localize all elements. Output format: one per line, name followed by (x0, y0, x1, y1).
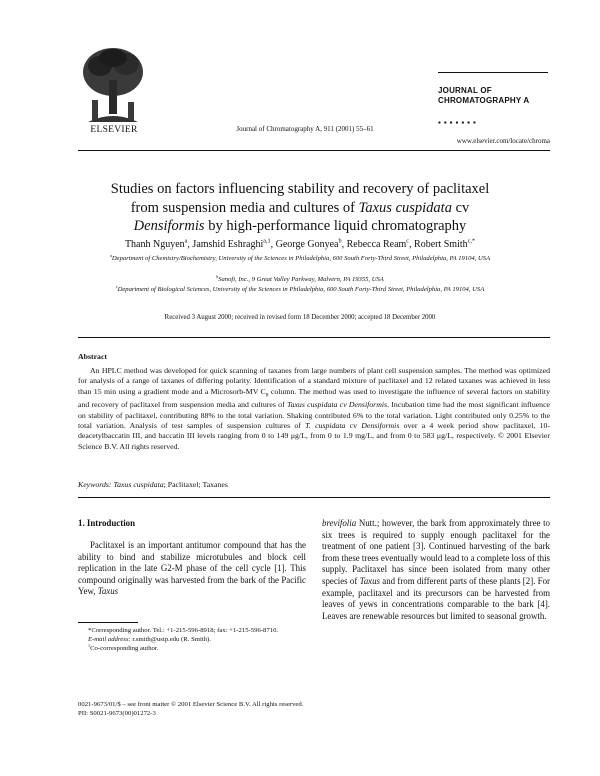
genus-name: Taxus (359, 575, 380, 586)
abstract-species: Taxus cuspidata cv Densiformis (286, 400, 388, 410)
article-identifiers (78, 700, 378, 718)
email-label: E-mail address: (88, 636, 131, 643)
affiliation-a (70, 254, 530, 264)
journal-logo-line1: JOURNAL OF (438, 86, 492, 95)
abstract-cultivar: Densiformis (361, 421, 400, 431)
abstract-body (78, 366, 550, 452)
author: Thanh Nguyen (124, 239, 185, 250)
keywords-label: Keywords: (78, 480, 112, 489)
abstract-species: T. cuspidata (305, 421, 346, 431)
journal-logo-rule (438, 72, 548, 73)
title-species: Taxus cuspidata (358, 199, 452, 216)
affiliation-sup: c (115, 283, 118, 289)
affiliation-sup: a (109, 252, 112, 258)
affiliation-c (70, 285, 530, 295)
abstract-subscript: 8 (265, 392, 269, 399)
author: George Gonyea (275, 239, 339, 250)
left-column (78, 540, 306, 598)
footnote-text: Co-corresponding author. (90, 645, 159, 652)
journal-reference: Journal of Chromatography A, 911 (2001) 55–61 (236, 125, 374, 133)
received-dates: Received 3 August 2000; received in revised form 18 December 2000; accepted 18 December 2000 (164, 314, 436, 321)
author: Robert Smith (414, 239, 468, 250)
pii-line: PII: S0021-9673(00)01272-3 (78, 710, 156, 717)
journal-logo (438, 86, 548, 106)
abstract-text: over a 4 week period show paclitaxel, 10-deacetylbaccatin III, and baccatin III levels ranging from 0 to 149 μg/L, from 0 to 1.9 mg/L, and from 0 to 583 μg/L, respectively. © 2001 Elsevier Science B.V. All rights reserved. (78, 421, 550, 451)
affiliation-sup: b (216, 273, 219, 279)
abstract-text: column. The method was used to investigate the influence of several factors on stability and recovery of paclitaxel from suspension media and cultures of (78, 386, 550, 410)
email-address[interactable]: r.smith@usip.edu (R. Smith). (130, 636, 211, 643)
publisher-name: ELSEVIER (90, 125, 138, 135)
abstract-heading: Abstract (78, 352, 108, 361)
author-sup: c,* (467, 237, 476, 245)
species-name: brevifolia (322, 518, 357, 528)
paragraph-text: Nutt.; however, the bark from approximately three to six trees is required to supply enough paclitaxel for the treatment of one patient [3]. Continued harvesting of the bark from these trees eventually would lead to a complete loss of this supply. Paclitaxel has since been isolated from many other species of (322, 518, 550, 586)
author-sup: b (338, 237, 342, 245)
footnotes (78, 626, 306, 653)
journal-logo-dots: ▪▪▪▪▪▪▪ (438, 118, 479, 127)
title-cultivar: Densiformis (133, 218, 205, 234)
title-text: by high-performance liquid chromatography (204, 218, 467, 234)
genus-name: Taxus (97, 586, 119, 597)
issn-line: 0021-9673/01/$ – see front matter © 2001 Elsevier Science B.V. All rights reserved. (78, 701, 304, 708)
footnote-email (78, 635, 306, 644)
intro-paragraph-continued (322, 518, 550, 622)
abstract-text: cv (345, 421, 362, 431)
affiliation-text: Sanofi, Inc., 9 Great Valley Parkway, Malvern, PA 19355, USA (218, 276, 384, 283)
footnote-co-corresponding (78, 644, 306, 653)
footnote-rule (78, 622, 138, 623)
author-sup: a (184, 237, 188, 245)
affiliation-text: Department of Chemistry/Biochemistry, University of the Sciences in Philadelphia, 600 South Forty-Third Street, Philadelphia, PA 19104, USA (111, 255, 491, 262)
author-list: Thanh Nguyen$^a$, Jamshid Eshraghi$^{a,1}$, George Gonyea$^b$, Rebecca Ream$^c$, Robert Smith$^{c,*}$ (124, 237, 476, 250)
section-heading-introduction: 1. Introduction (78, 518, 136, 528)
title-text: Studies on factors influencing stability and recovery of paclitaxel from suspension media and cultures of (110, 181, 490, 216)
keyword-species: Taxus cuspidata (113, 480, 164, 489)
footnote-corresponding: *Corresponding author. Tel.: +1-215-596-8918; fax: +1-215-596-8710. (88, 627, 279, 634)
author-sup: c (406, 237, 410, 245)
keywords (78, 480, 550, 489)
title-text: cv (451, 199, 470, 216)
abstract-text: . Incubation time had the most significant influence on stability of paclitaxel, contributing 88% to the total variation. Shaking contributed 6% to the total variation. Light contributed only 0.25% to the total variation. Analysis of test samples of suspension cultures of (78, 400, 551, 431)
article-title (95, 180, 505, 236)
paragraph-text: Paclitaxel is an important antitumor compound that has the ability to bind and stabilize microtubules and block cell replication in the late G2-M phase of the cell cycle [1]. This compound originally was harvested from the bark of the Pacific Yew, (78, 540, 306, 597)
paragraph-text: and from different parts of these plants [2]. For example, paclitaxel and its precursors can be harvested from leaves of yews in concentrations comparable to the bark [4]. Leaves are renewable resources but limited to seasonal growth. (322, 575, 550, 621)
author: Jamshid Eshraghi (192, 239, 264, 250)
abstract-top-rule (78, 337, 550, 338)
abstract-text: An HPLC method was developed for quick scanning of taxanes from large numbers of plant cell suspension samples. The method was optimized for analysis of a range of taxanes of differing polarity. Identification of a standard mixture of paclitaxel and 12 related taxanes was achieved in less than 15 min using a gradient mode and a Microsorb-MV C (78, 366, 550, 396)
right-column (322, 518, 550, 622)
elsevier-tree-logo (78, 44, 148, 124)
intro-paragraph (78, 540, 306, 598)
affiliation-b (70, 275, 530, 285)
author: Rebecca Ream (346, 239, 407, 250)
journal-logo-line2: CHROMATOGRAPHY A (438, 96, 530, 105)
footnote-sup: 1 (88, 642, 91, 648)
affiliation-text: Department of Biological Sciences, University of the Sciences in Philadelphia, 600 South Forty-Third Street, Philadelphia, PA 19104, USA (117, 286, 485, 293)
keywords-list: ; Paclitaxel; Taxanes (163, 480, 228, 489)
journal-website[interactable]: www.elsevier.com/locate/chroma (456, 137, 550, 145)
author-sup: a,1 (263, 237, 271, 245)
abstract-bottom-rule (78, 497, 550, 498)
header-divider (78, 150, 550, 151)
